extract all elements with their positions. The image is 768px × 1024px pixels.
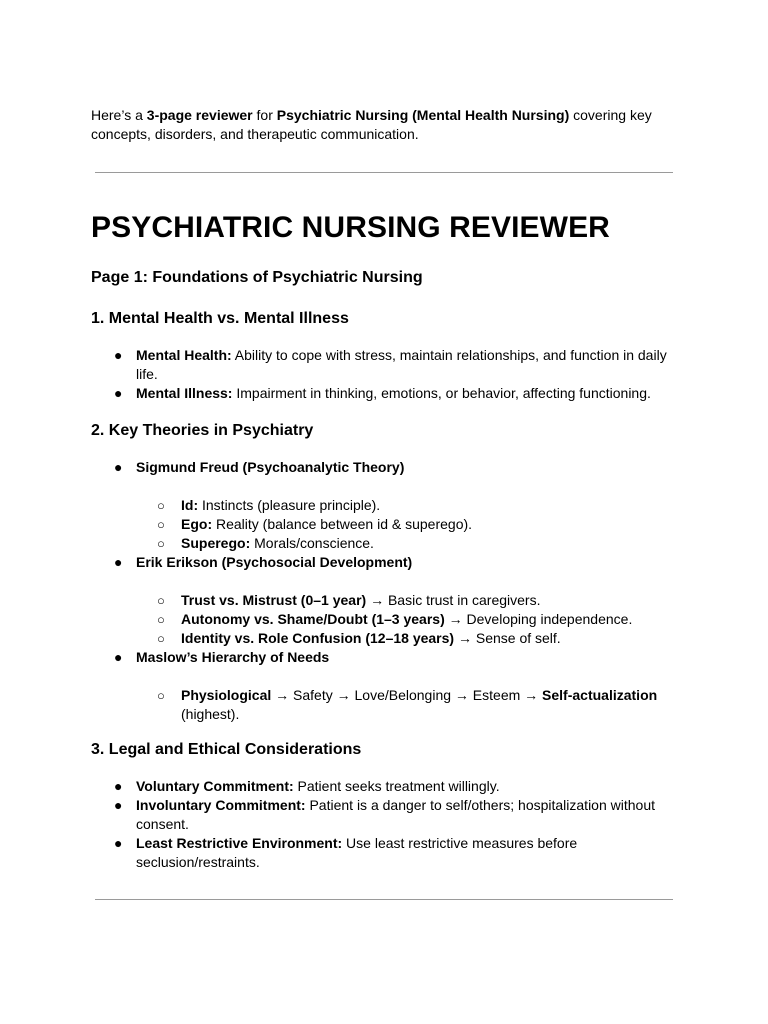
- theory-title: Sigmund Freud (Psychoanalytic Theory): [136, 459, 405, 475]
- term-label: Self-actualization: [542, 687, 658, 703]
- sub-list-item: [0, 686, 681, 724]
- sub-bullet-icon: ○: [157, 631, 165, 646]
- term-label: Trust vs. Mistrust (0–1 year): [181, 592, 367, 608]
- term-text: → Developing independence.: [444, 611, 633, 627]
- document-title: PSYCHIATRIC NURSING REVIEWER: [91, 211, 610, 244]
- bullet-icon: ●: [114, 347, 123, 363]
- list-item-erikson: [0, 553, 676, 572]
- intro-bold-subject: Psychiatric Nursing (Mental Health Nursing): [276, 107, 570, 123]
- term-label: Ego:: [181, 516, 213, 532]
- horizontal-divider: [95, 172, 673, 173]
- legal-ethical-list: [0, 777, 676, 872]
- list-item-maslow: [0, 648, 676, 667]
- bullet-icon: ●: [114, 649, 123, 665]
- spacer: [0, 477, 681, 496]
- term-text: Morals/conscience.: [250, 535, 374, 551]
- sub-list-item: [0, 610, 681, 629]
- term-label: Identity vs. Role Confusion (12–18 years): [181, 630, 455, 646]
- bullet-icon: ●: [114, 385, 123, 401]
- horizontal-divider: [95, 899, 673, 900]
- intro-bold-reviewer: 3-page reviewer: [146, 107, 253, 123]
- sub-bullet-icon: ○: [157, 688, 165, 703]
- term-text: Patient seeks treatment willingly.: [293, 778, 500, 794]
- section-heading-mental-health: 1. Mental Health vs. Mental Illness: [91, 310, 349, 327]
- term-text: Use least restrictive measures before seclusion/restraints.: [136, 835, 578, 870]
- term-label: Mental Illness:: [136, 385, 233, 401]
- term-label: Involuntary Commitment:: [136, 797, 306, 813]
- list-item: [0, 384, 676, 403]
- sub-bullet-icon: ○: [157, 517, 165, 532]
- term-label: Physiological: [181, 687, 272, 703]
- spacer: [0, 572, 681, 591]
- key-theories-list: [0, 458, 681, 724]
- hierarchy-end: (highest).: [181, 706, 240, 722]
- list-item: [0, 834, 676, 872]
- term-text: Impairment in thinking, emotions, or behavior, affecting functioning.: [232, 385, 651, 401]
- bullet-icon: ●: [114, 835, 123, 851]
- sub-list-item: [0, 591, 681, 610]
- term-label: Autonomy vs. Shame/Doubt (1–3 years): [181, 611, 445, 627]
- term-label: Id:: [181, 497, 199, 513]
- intro-text-1: Here’s a: [91, 107, 147, 123]
- theory-title: Erik Erikson (Psychosocial Development): [136, 554, 413, 570]
- spacer: [0, 667, 681, 686]
- term-text: → Sense of self.: [454, 630, 561, 646]
- list-item-freud: [0, 458, 676, 477]
- term-label: Superego:: [181, 535, 251, 551]
- theory-title: Maslow’s Hierarchy of Needs: [136, 649, 330, 665]
- section-heading-key-theories: 2. Key Theories in Psychiatry: [91, 422, 314, 439]
- sub-bullet-icon: ○: [157, 612, 165, 627]
- list-item: [0, 346, 676, 384]
- section-heading-legal: 3. Legal and Ethical Considerations: [91, 741, 362, 758]
- term-label: Least Restrictive Environment:: [136, 835, 343, 851]
- mental-health-list: [0, 346, 676, 403]
- hierarchy-text: → Safety → Love/Belonging → Esteem →: [271, 687, 543, 703]
- term-text: Reality (balance between id & superego).: [212, 516, 473, 532]
- sub-bullet-icon: ○: [157, 536, 165, 551]
- bullet-icon: ●: [114, 778, 123, 794]
- sub-bullet-icon: ○: [157, 498, 165, 513]
- term-text: → Basic trust in caregivers.: [366, 592, 541, 608]
- list-item: [0, 796, 676, 834]
- sub-list-item: [0, 629, 681, 648]
- sub-list-item: [0, 534, 681, 553]
- page-heading: Page 1: Foundations of Psychiatric Nursing: [91, 269, 423, 286]
- intro-text-2: for: [252, 107, 277, 123]
- term-text: Patient is a danger to self/others; hospitalization without consent.: [136, 797, 656, 832]
- term-label: Voluntary Commitment:: [136, 778, 294, 794]
- intro-text-3: covering key concepts, disorders, and therapeutic communication.: [91, 107, 652, 142]
- sub-list-item: [0, 496, 681, 515]
- sub-bullet-icon: ○: [157, 593, 165, 608]
- bullet-icon: ●: [114, 797, 123, 813]
- term-label: Mental Health:: [136, 347, 232, 363]
- term-text: Instincts (pleasure principle).: [198, 497, 381, 513]
- list-item: [0, 777, 676, 796]
- term-text: Ability to cope with stress, maintain relationships, and function in daily life.: [136, 347, 667, 382]
- sub-list-item: [0, 515, 681, 534]
- bullet-icon: ●: [114, 554, 123, 570]
- intro-paragraph: [91, 106, 681, 144]
- bullet-icon: ●: [114, 459, 123, 475]
